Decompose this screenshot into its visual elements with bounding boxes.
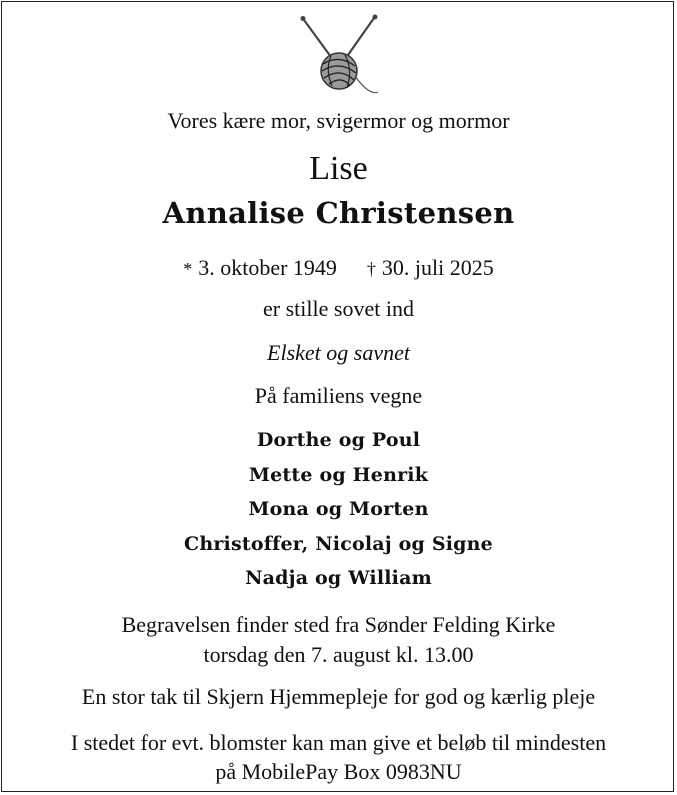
family-member: Mette og Henrik	[248, 464, 429, 486]
death-cross-icon: †	[366, 259, 376, 279]
full-name: Annalise Christensen	[162, 196, 515, 230]
family-member: Dorthe og Poul	[256, 429, 421, 451]
family-member: Mona og Morten	[248, 498, 429, 520]
intro-text: Vores kære mor, svigermor og mormor	[167, 108, 510, 133]
missed-text: Elsket og savnet	[267, 340, 410, 365]
birth-date: 3. oktober 1949	[198, 255, 337, 280]
donation-line2: på MobilePay Box 0983NU	[215, 759, 462, 784]
family-member: Christoffer, Nicolaj og Signe	[184, 533, 493, 555]
on-behalf-text: På familiens vegne	[254, 383, 423, 408]
first-name: Lise	[309, 150, 368, 187]
life-dates	[0, 255, 677, 281]
death-date: 30. juli 2025	[381, 255, 494, 280]
birth-star-icon: *	[183, 259, 193, 279]
passed-text: er stille sovet ind	[263, 296, 414, 321]
funeral-info-line1: Begravelsen finder sted fra Sønder Felding Kirke	[121, 612, 556, 637]
family-member: Nadja og William	[245, 567, 432, 589]
yarn-ball-icon	[298, 14, 380, 100]
donation-line1: I stedet for evt. blomster kan man give et beløb til mindesten	[70, 730, 607, 755]
thanks-text: En stor tak til Skjern Hjemmepleje for god og kærlig pleje	[81, 684, 596, 709]
funeral-info-line2: torsdag den 7. august kl. 13.00	[203, 642, 474, 667]
